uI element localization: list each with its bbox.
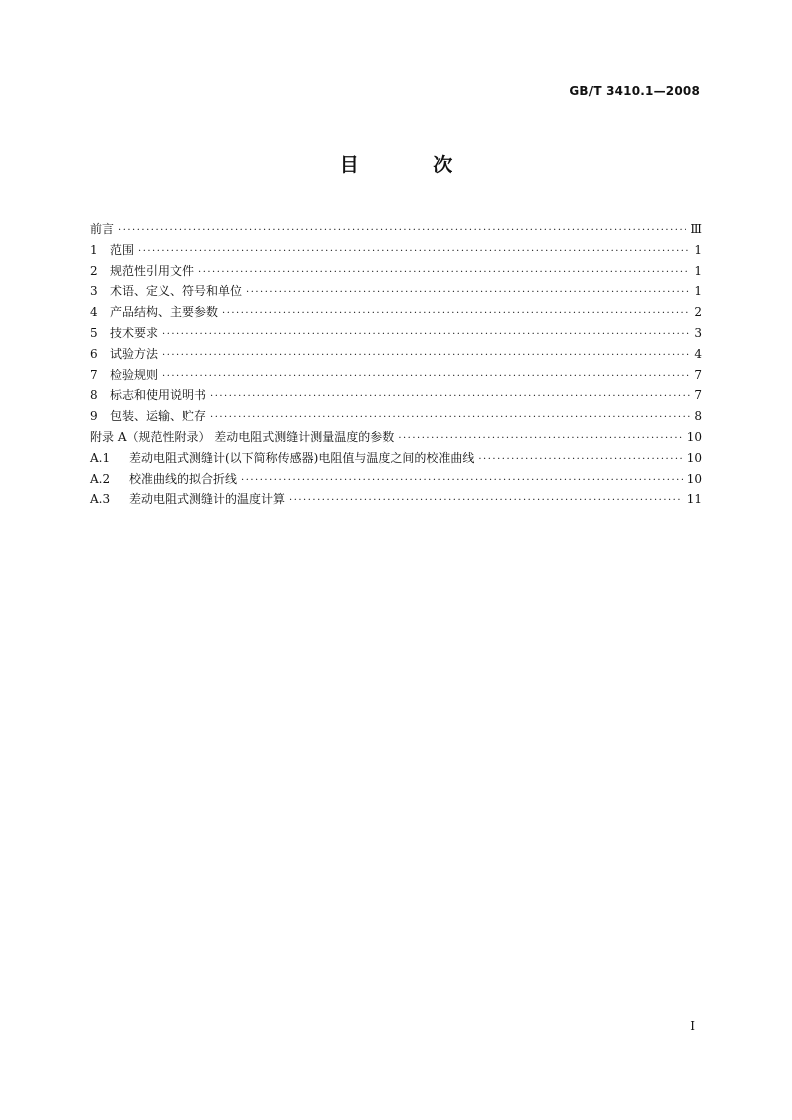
standard-code: GB/T 3410.1—2008: [569, 84, 700, 98]
toc-entry-page: 1: [694, 242, 702, 257]
toc-leader: [241, 471, 683, 492]
toc-entry-number: 6: [90, 346, 98, 361]
toc-entry-text: 差动电阻式测缝计(以下简称传感器)电阻值与温度之间的校准曲线: [129, 450, 475, 465]
toc-entry-text: 规范性引用文件: [110, 263, 195, 278]
toc-leader: [162, 325, 690, 346]
toc-entry-number: 5: [90, 325, 98, 340]
toc-entry-number: 7: [90, 367, 98, 382]
toc-entry-appendix-a[interactable]: [90, 427, 702, 448]
toc-entry-1[interactable]: [90, 240, 702, 261]
toc-leader: [162, 367, 690, 388]
toc-entry-5[interactable]: [90, 323, 702, 344]
toc-entry-number: 8: [90, 388, 98, 403]
toc-entry-number: 3: [90, 284, 98, 299]
toc-entry-number: 9: [90, 409, 98, 424]
toc-entry-page: 8: [694, 409, 702, 424]
toc-entry-text: 术语、定义、符号和单位: [110, 284, 243, 299]
toc-entry-number: 2: [90, 263, 98, 278]
toc-leader: [289, 491, 683, 512]
toc-entry-page: 2: [694, 305, 702, 320]
toc-entry-page: 3: [694, 325, 702, 340]
toc-entry-number: A.2: [90, 471, 111, 486]
toc-entry-number: A.3: [90, 492, 111, 507]
toc-entry-text: 标志和使用说明书: [110, 388, 207, 403]
toc-entry-text: 附录 A（规范性附录） 差动电阻式测缝计测量温度的参数: [90, 429, 395, 444]
page-title: 目 次: [339, 154, 487, 176]
toc-entry-page: 1: [694, 284, 702, 299]
toc-entry-text: 技术要求: [110, 325, 159, 340]
toc-entry-foreword[interactable]: [90, 219, 702, 240]
toc-entry-page: 4: [694, 346, 702, 361]
toc-leader: [210, 387, 690, 408]
toc-entry-7[interactable]: [90, 365, 702, 386]
toc-entry-number: 1: [90, 242, 98, 257]
toc-leader: [162, 346, 690, 367]
toc-leader: [210, 408, 690, 429]
toc-entry-text: 校准曲线的拟合折线: [129, 471, 238, 486]
toc-entry-9[interactable]: [90, 406, 702, 427]
toc-entry-page: 7: [694, 388, 702, 403]
toc-entry-page: 10: [686, 429, 702, 444]
toc-entry-8[interactable]: [90, 385, 702, 406]
toc-entry-text: 试验方法: [110, 346, 159, 361]
toc-entry-text: 检验规则: [110, 367, 159, 382]
toc-leader: [478, 450, 682, 471]
toc-entry-text: 差动电阻式测缝计的温度计算: [129, 492, 286, 507]
toc-leader: [246, 283, 690, 304]
toc-entry-text: 包装、运输、贮存: [110, 409, 207, 424]
toc-leader: [138, 242, 690, 263]
toc-entry-a2[interactable]: [90, 469, 702, 490]
toc-entry-number: 4: [90, 305, 98, 320]
toc-entry-2[interactable]: [90, 261, 702, 282]
toc-entry-page: 11: [686, 492, 702, 507]
toc-entry-page: 7: [694, 367, 702, 382]
toc-entry-6[interactable]: [90, 344, 702, 365]
toc-entry-4[interactable]: [90, 302, 702, 323]
toc-entry-text: 范围: [110, 242, 135, 257]
toc-entry-page: 1: [694, 263, 702, 278]
toc-leader: [222, 304, 690, 325]
toc-leader: [118, 221, 686, 242]
toc-entry-page: 10: [686, 471, 702, 486]
toc-entry-a3[interactable]: [90, 489, 702, 510]
toc-entry-page: Ⅲ: [690, 222, 702, 236]
toc-leader: [398, 429, 682, 450]
toc-leader: [198, 263, 690, 284]
toc-entry-3[interactable]: [90, 281, 702, 302]
toc-entry-a1[interactable]: [90, 448, 702, 469]
page-number: I: [690, 1019, 695, 1033]
table-of-contents: [90, 219, 702, 510]
toc-entry-text: 前言: [90, 222, 115, 236]
toc-entry-page: 10: [686, 450, 702, 465]
toc-entry-text: 产品结构、主要参数: [110, 305, 219, 320]
toc-entry-number: A.1: [90, 450, 111, 465]
